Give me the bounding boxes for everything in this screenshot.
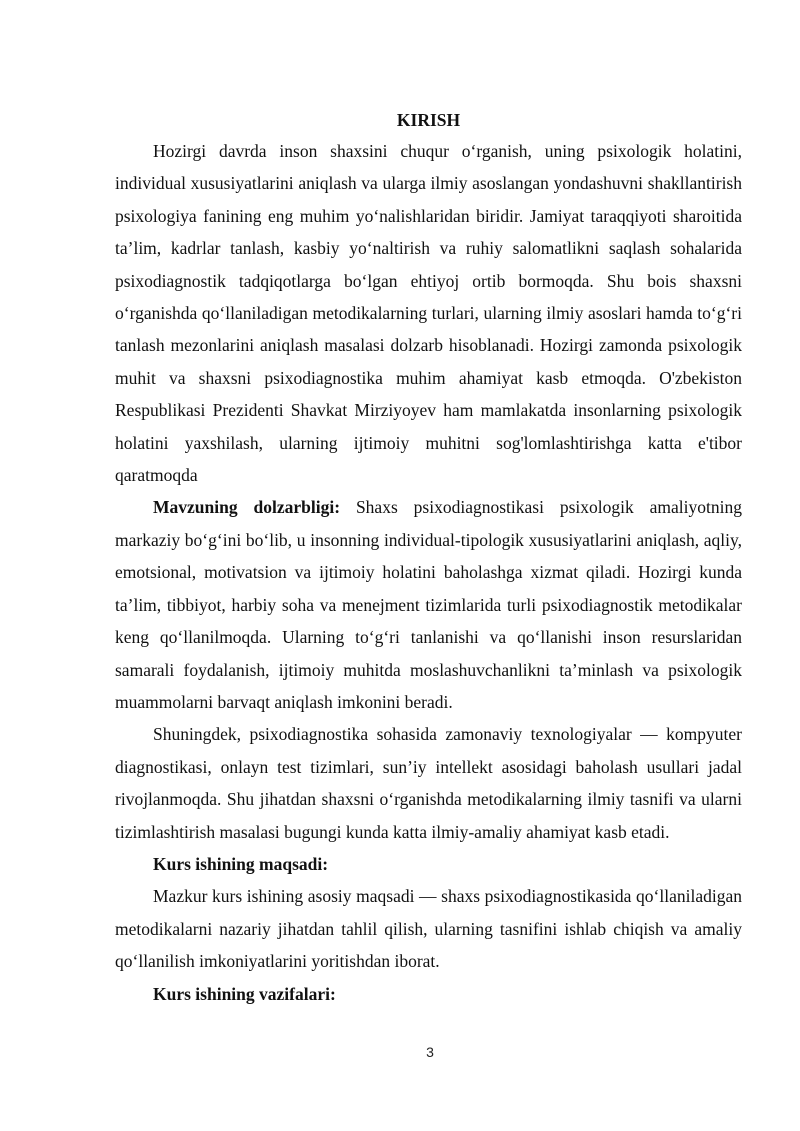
document-title: KIRISH bbox=[396, 110, 461, 130]
document-page bbox=[115, 105, 742, 1010]
tasks-heading: Kurs ishining vazifalari: bbox=[153, 983, 336, 1004]
page-number: 3 bbox=[426, 1044, 434, 1060]
relevance-text: Shaxs psixodiagnostikasi psixologik amaliyotning markaziy bo‘g‘ini bo‘lib, u insonning individual-tipologik xususiyatlarini aniqlash, aqliy, emotsional, motivatsion va ijtimoiy holatini baholashga xizmat qiladi. Hozirgi kunda ta’lim, tibbiyot, harbiy soha va menejment tizimlarida turli psixodiagnostik metodikalar keng qo‘llanilmoqda. Ularning to‘g‘ri tanlanishi va qo‘llanishi inson resurslaridan samarali foydalanish, ijtimoiy muhitda moslashuvchanlikni ta’minlash va psixologik muammolarni barvaqt aniqlash imkonini beradi. bbox=[115, 497, 742, 712]
goal-heading: Kurs ishining maqsadi: bbox=[153, 853, 329, 874]
goal-paragraph: Mazkur kurs ishining asosiy maqsadi — shaxs psixodiagnostikasida qo‘llaniladigan metodikalarni nazariy jihatdan tahlil qilish, ularning tasnifini ishlab chiqish va amaliy qo‘llanilish imkoniyatlarini yoritishdan iborat. bbox=[115, 886, 742, 972]
intro-paragraph: Hozirgi davrda inson shaxsini chuqur o‘rganish, uning psixologik holatini, individual xususiyatlarini aniqlash va ularga ilmiy asoslangan yondashuvni shakllantirish psixologiya fanining eng muhim yo‘nalishlaridan biridir. Jamiyat taraqqiyoti sharoitida ta’lim, kadrlar tanlash, kasbiy yo‘naltirish va ruhiy salomatlikni saqlash sohalarida psixodiagnostik tadqiqotlarga bo‘lgan ehtiyoj ortib bormoqda. Shu bois shaxsni o‘rganishda qo‘llaniladigan metodikalarning turlari, ularning ilmiy asoslari hamda to‘g‘ri tanlash mezonlarini aniqlash masalasi dolzarb hisoblanadi. Hozirgi zamonda psixologik muhit va shaxsni psixodiagnostika muhim ahamiyat kasb etmoqda. O'zbekiston Respublikasi Prezidenti Shavkat Mirziyoyev ham mamlakatda insonlarning psixologik holatini yaxshilash, ularning ijtimoiy muhitni sog'lomlashtirishga katta e'tibor qaratmoqda bbox=[115, 141, 742, 486]
relevance-label: Mavzuning dolzarbligi: bbox=[153, 497, 341, 518]
technology-paragraph: Shuningdek, psixodiagnostika sohasida zamonaviy texnologiyalar — kompyuter diagnostikasi, onlayn test tizimlari, sun’iy intellekt asosidagi baholash usullari jadal rivojlanmoqda. Shu jihatdan shaxsni o‘rganishda metodikalarning ilmiy tasnifi va ularni tizimlashtirish masalasi bugungi kunda katta ilmiy-amaliy ahamiyat kasb etadi. bbox=[115, 724, 742, 842]
relevance-paragraph bbox=[115, 491, 742, 718]
